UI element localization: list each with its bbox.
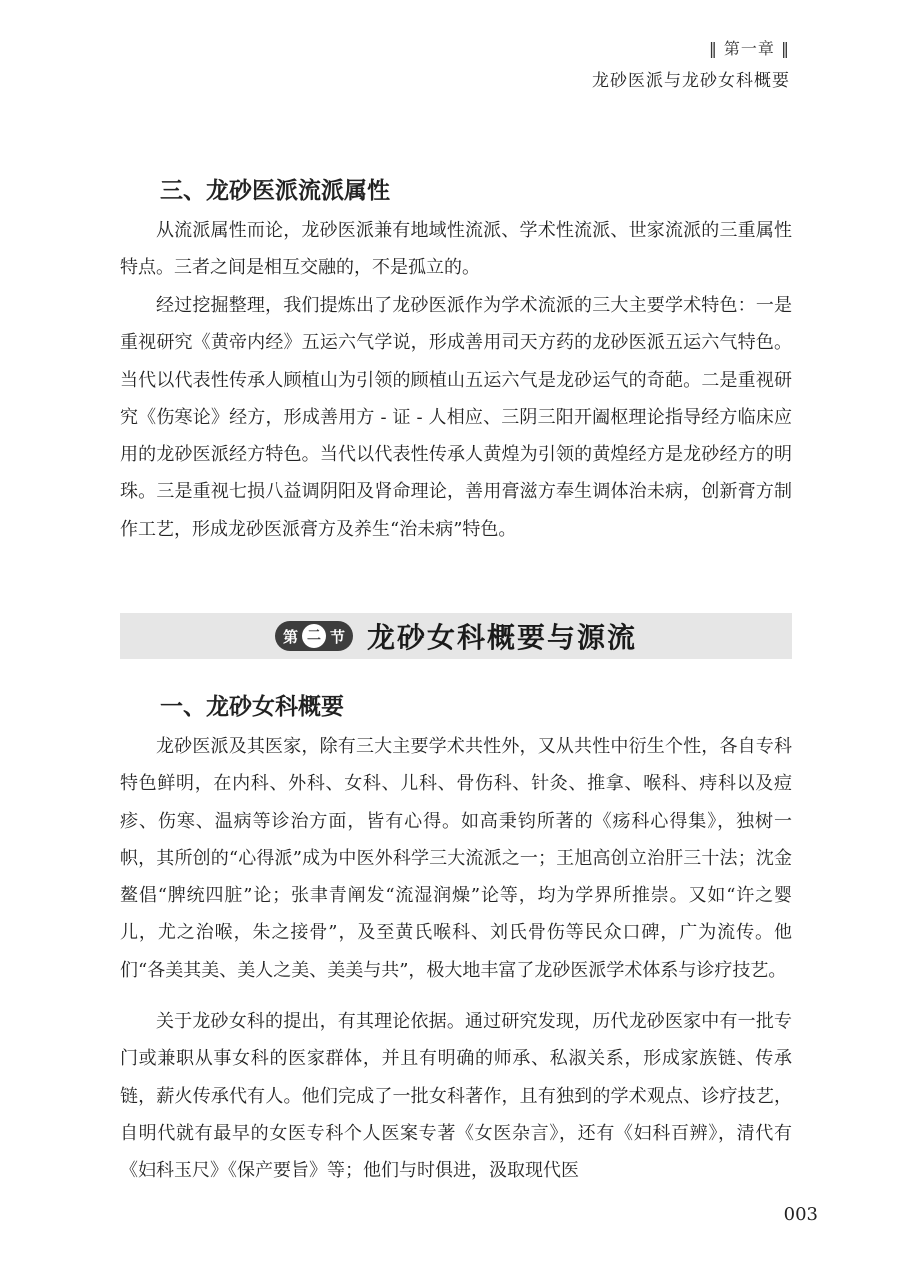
section-number-badge — [275, 621, 353, 651]
badge-right-char: 节 — [329, 627, 345, 646]
paragraph-4: 关于龙砂女科的提出，有其理论依据。通过研究发现，历代龙砂医家中有一批专门或兼职从事女科的医家群体，并且有明确的师承、私淑关系，形成家族链、传承链，薪火传承代有人。他们完成了一批女科著作，且有独到的学术观点、诊疗技艺，自明代就有最早的女医专科个人医案专著《女医杂言》，还有《妇科百辨》，清代有《妇科玉尺》《保产要旨》等；他们与时俱进，汲取现代医 — [120, 1011, 792, 1182]
subsection-heading-1: 一、龙砂女科概要 — [160, 694, 344, 720]
chapter-title: 龙砂医派与龙砂女科概要 — [592, 71, 790, 91]
paragraph-1: 从流派属性而论，龙砂医派兼有地域性流派、学术性流派、世家流派的三重属性特点。三者之间是相互交融的，不是孤立的。 — [120, 220, 792, 279]
page-number: 003 — [783, 1204, 818, 1225]
badge-mid-char: 二 — [302, 624, 326, 648]
chapter-tag: ‖ 第一章 ‖ — [708, 39, 790, 58]
paragraph-3: 龙砂医派及其医家，除有三大主要学术共性外，又从共性中衍生个性，各自专科特色鲜明，在内科、外科、女科、儿科、骨伤科、针灸、推拿、喉科、痔科以及痘疹、伤寒、温病等诊治方面，皆有心得。如高秉钧所著的《疡科心得集》，独树一帜，其所创的“心得派”成为中医外科学三大流派之一；王旭高创立治肝三十法；沈金鳌倡“脾统四脏”论；张聿青阐发“流湿润燥”论等，均为学界所推崇。又如“许之婴儿，尤之治喉，朱之接骨”，及至黄氏喉科、刘氏骨伤等民众口碑，广为流传。他们“各美其美、美人之美、美美与共”，极大地丰富了龙砂医派学术体系与诊疗技艺。 — [120, 736, 792, 981]
paragraph-2: 经过挖掘整理，我们提炼出了龙砂医派作为学术流派的三大主要学术特色：一是重视研究《黄帝内经》五运六气学说，形成善用司天方药的龙砂医派五运六气特色。当代以代表性传承人顾植山为引领的顾植山五运六气是龙砂运气的奇葩。二是重视研究《伤寒论》经方，形成善用方 - 证 - 人相应、三阴三阳开阖枢理论指导经方临床应用的龙砂医派经方特色。当代以代表性传承人黄煌为引领的黄煌经方是龙砂经方的明珠。三是重视七损八益调阴阳及肾命理论，善用膏滋方奉生调体治未病，创新膏方制作工艺，形成龙砂医派膏方及养生“治未病”特色。 — [120, 295, 792, 540]
subsection-heading-3: 三、龙砂医派流派属性 — [160, 178, 390, 204]
section-banner — [120, 613, 792, 659]
badge-left-char: 第 — [282, 627, 298, 646]
section-title: 龙砂女科概要与源流 — [367, 621, 638, 654]
running-header — [592, 38, 790, 91]
